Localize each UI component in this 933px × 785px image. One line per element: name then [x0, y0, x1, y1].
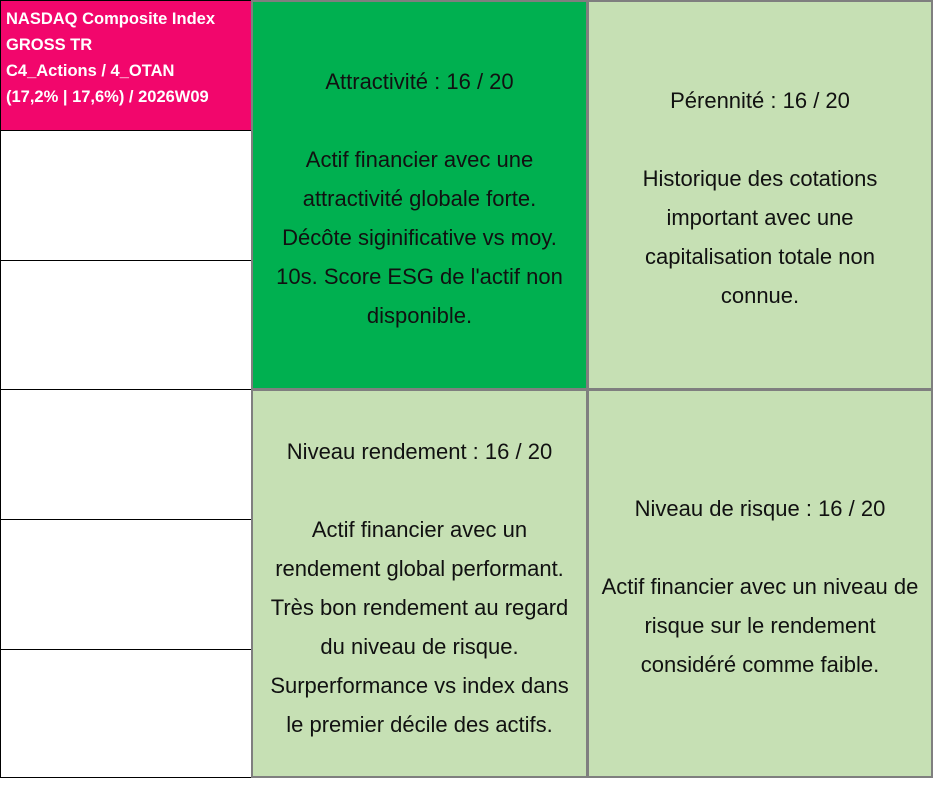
perennite-title: Pérennité : 16 / 20 — [670, 88, 850, 113]
attractivite-text-line: 10s. Score ESG de l'actif non — [276, 264, 563, 289]
rendement-text-line: rendement global performant. — [275, 556, 564, 581]
empty-cell — [0, 260, 252, 390]
risque-text-line: Actif financier avec un niveau de — [601, 574, 919, 599]
bottom-margin — [0, 778, 933, 785]
risque-text-line: considéré comme faible. — [640, 652, 880, 677]
rendement-text-line: Actif financier avec un — [311, 517, 528, 542]
risque-card — [587, 389, 933, 778]
asset-stats: (17,2% | 17,6%) / 2026W09 — [6, 88, 209, 106]
asset-header — [0, 0, 252, 131]
risque-title: Niveau de risque : 16 / 20 — [634, 496, 886, 521]
empty-cell — [0, 649, 252, 778]
attractivite-title: Attractivité : 16 / 20 — [325, 69, 514, 94]
rendement-text-line: Surperformance vs index dans — [270, 673, 569, 698]
empty-cell — [0, 389, 252, 520]
asset-type: GROSS TR — [6, 36, 93, 54]
attractivite-text-line: disponible. — [366, 303, 473, 328]
perennite-text-line: capitalisation totale non — [645, 244, 875, 269]
attractivite-text-line: Actif financier avec une — [305, 147, 534, 172]
perennite-text-line: Historique des cotations — [642, 166, 878, 191]
perennite-text-line: important avec une — [666, 205, 854, 230]
rendement-text-line: le premier décile des actifs. — [286, 712, 553, 737]
empty-cell — [0, 130, 252, 261]
perennite-card — [587, 0, 933, 390]
rendement-text-line: du niveau de risque. — [320, 634, 519, 659]
perennite-text-line: connue. — [720, 283, 800, 308]
risque-text-line: risque sur le rendement — [644, 613, 876, 638]
rendement-card — [251, 389, 588, 778]
asset-name: NASDAQ Composite Index — [6, 10, 216, 28]
rendement-title: Niveau rendement : 16 / 20 — [286, 439, 553, 464]
attractivite-card — [251, 0, 588, 390]
empty-cell — [0, 519, 252, 650]
attractivite-text-line: Décôte siginificative vs moy. — [282, 225, 557, 250]
asset-category: C4_Actions / 4_OTAN — [6, 62, 175, 80]
attractivite-text-line: attractivité globale forte. — [302, 186, 537, 211]
rendement-text-line: Très bon rendement au regard — [270, 595, 569, 620]
